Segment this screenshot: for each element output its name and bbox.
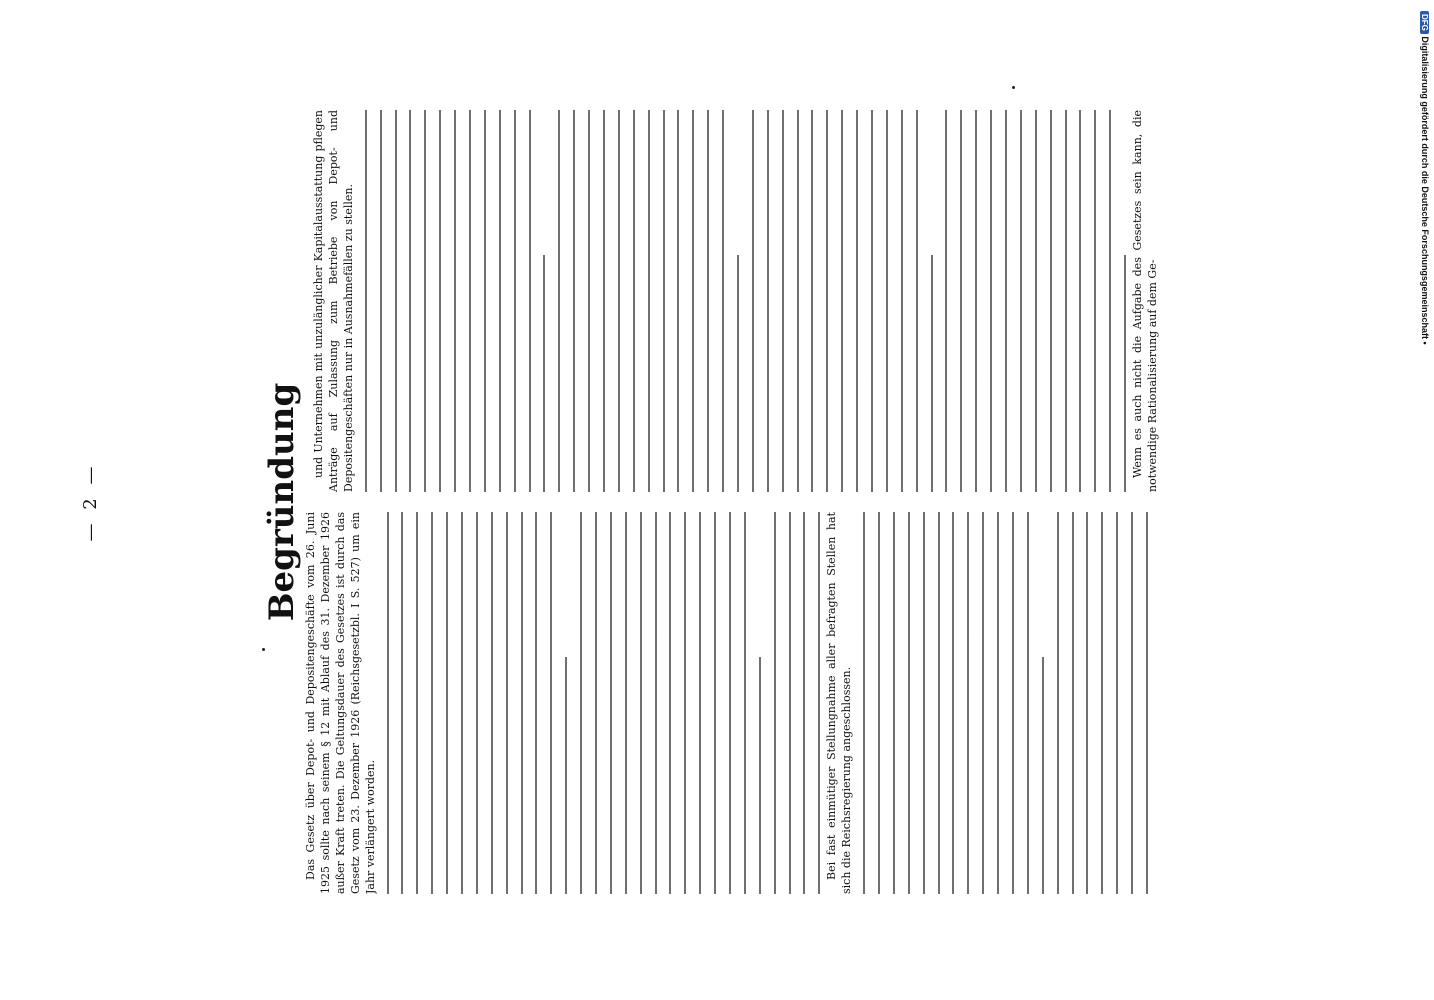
scanned-text-line	[416, 110, 431, 492]
scanned-text-line	[795, 512, 810, 894]
scanned-text-line	[1057, 110, 1072, 492]
left-column-text-lines-2	[855, 512, 1153, 894]
scanned-text-line	[1064, 512, 1079, 894]
scanned-text-line	[438, 512, 453, 894]
scanned-text-line	[937, 110, 952, 492]
right-column-paragraph-last: Wenn es auch nicht die Aufgabe des Gesetzes sein kann, die notwendige Rationalisierung auf dem Ge-	[1131, 110, 1159, 492]
scan-speck	[1012, 86, 1015, 89]
scanned-text-line	[1034, 657, 1049, 894]
scanned-text-line	[833, 110, 848, 492]
scanned-text-line	[535, 255, 550, 492]
left-column-text-lines	[379, 512, 826, 894]
scanned-text-line	[1012, 110, 1027, 492]
scanned-text-line	[1042, 110, 1057, 492]
scanned-text-line	[878, 110, 893, 492]
scanned-text-line	[885, 512, 900, 894]
scanned-text-line	[744, 110, 759, 492]
scanned-text-line	[974, 512, 989, 894]
scanned-text-line	[640, 110, 655, 492]
scanned-text-line	[1138, 512, 1153, 894]
scanned-text-line	[632, 512, 647, 894]
scanned-text-line	[498, 512, 513, 894]
scanned-text-line	[1123, 512, 1138, 894]
scanned-text-line	[513, 512, 528, 894]
document-page	[80, 92, 1250, 912]
scanned-text-line	[453, 512, 468, 894]
scanned-text-line	[550, 110, 565, 492]
left-column-paragraph-1: Das Gesetz über Depot- und Depositengeschäfte vom 26. Juni 1925 sollte nach seinem § 12 mit Ablauf des 31. Dezember 1926 außer Kraft treten. Die Geltungsdauer des Gesetzes ist durch das Gesetz vom 23. Dezember 1926 (Reichsgesetzbl. I S. 527) um ein Jahr verlängert worden.	[304, 512, 377, 894]
left-column	[304, 512, 1244, 894]
scanned-text-line	[721, 512, 736, 894]
scanned-text-line	[661, 512, 676, 894]
page-title: Begründung	[262, 382, 302, 622]
scanned-text-line	[959, 512, 974, 894]
scanned-text-line	[387, 110, 402, 492]
scanned-text-line	[766, 512, 781, 894]
scanned-text-line	[810, 512, 825, 894]
scanned-text-line	[617, 512, 632, 894]
scanned-text-line	[751, 657, 766, 894]
scanned-text-line	[915, 512, 930, 894]
scanned-text-line	[759, 110, 774, 492]
scanned-text-line	[602, 512, 617, 894]
scanned-text-line	[572, 512, 587, 894]
scanned-text-line	[357, 110, 372, 492]
scanned-text-line	[423, 512, 438, 894]
scanned-text-line	[789, 110, 804, 492]
scanned-text-line	[870, 512, 885, 894]
right-column-text-lines	[357, 110, 1131, 492]
scanned-text-line	[401, 110, 416, 492]
scanned-text-line	[982, 110, 997, 492]
scanned-text-line	[461, 110, 476, 492]
scanned-text-line	[706, 512, 721, 894]
scanned-text-line	[1019, 512, 1034, 894]
scanned-text-line	[483, 512, 498, 894]
scanned-text-line	[989, 512, 1004, 894]
scanned-text-line	[393, 512, 408, 894]
scanned-text-line	[1004, 512, 1019, 894]
scanned-text-line	[625, 110, 640, 492]
scanned-text-line	[669, 110, 684, 492]
scanned-text-line	[944, 512, 959, 894]
scanned-text-line	[557, 657, 572, 894]
scanned-text-line	[818, 110, 833, 492]
scanned-text-line	[408, 512, 423, 894]
scanned-text-line	[491, 110, 506, 492]
scanned-text-line	[855, 512, 870, 894]
page-number: — 2 —	[80, 462, 101, 542]
scanned-text-line	[908, 110, 923, 492]
rotated-document	[80, 92, 1250, 912]
scanned-text-line	[468, 512, 483, 894]
scanned-text-line	[1101, 110, 1116, 492]
scanned-text-line	[952, 110, 967, 492]
scanned-text-line	[521, 110, 536, 492]
scanned-text-line	[736, 512, 751, 894]
credit-label: Digitalisierung gefördert durch die Deutsche Forschungsgemeinschaft •	[1420, 36, 1430, 345]
scanned-text-line	[691, 512, 706, 894]
scanned-text-line	[893, 110, 908, 492]
scanned-text-line	[781, 512, 796, 894]
right-column	[312, 110, 1252, 492]
scanned-text-line	[774, 110, 789, 492]
scanned-text-line	[997, 110, 1012, 492]
dfg-credit-text	[1420, 8, 1430, 345]
scanned-text-line	[1027, 110, 1042, 492]
scanned-text-line	[527, 512, 542, 894]
scanned-text-line	[372, 110, 387, 492]
scanned-text-line	[900, 512, 915, 894]
scanned-text-line	[595, 110, 610, 492]
scanned-text-line	[967, 110, 982, 492]
scanned-text-line	[714, 110, 729, 492]
dfg-credit	[1418, 8, 1432, 388]
scanned-text-line	[587, 512, 602, 894]
scanned-text-line	[699, 110, 714, 492]
scanned-text-line	[863, 110, 878, 492]
scanned-text-line	[379, 512, 394, 894]
scanned-text-line	[446, 110, 461, 492]
scanned-text-line	[580, 110, 595, 492]
scanned-text-line	[476, 110, 491, 492]
scanned-text-line	[506, 110, 521, 492]
scanned-text-line	[803, 110, 818, 492]
scanned-text-line	[1049, 512, 1064, 894]
scanned-text-line	[655, 110, 670, 492]
scanned-text-line	[1093, 512, 1108, 894]
left-column-paragraph-2: Bei fast einmütiger Stellungnahme aller befragten Stellen hat sich die Reichsregierung angeschlossen.	[825, 512, 854, 894]
scanned-text-line	[610, 110, 625, 492]
scanned-text-line	[676, 512, 691, 894]
scanned-text-line	[848, 110, 863, 492]
scanned-text-line	[930, 512, 945, 894]
scanned-text-line	[1078, 512, 1093, 894]
scanned-text-line	[1086, 110, 1101, 492]
scanned-text-line	[1116, 255, 1131, 492]
scanned-text-line	[647, 512, 662, 894]
scanned-text-line	[729, 255, 744, 492]
scanned-text-line	[1108, 512, 1123, 894]
scan-speck	[262, 648, 265, 651]
dfg-logo: DFG	[1420, 11, 1429, 34]
scanned-text-line	[923, 255, 938, 492]
scanned-text-line	[565, 110, 580, 492]
right-column-paragraph-1: und Unternehmen mit unzulänglicher Kapitalausstattung pflegen Anträge auf Zulassung zum Betriebe von Depot- und Depositengeschäften nur in Ausnahmefällen zu stellen.	[312, 110, 355, 492]
scanned-text-line	[431, 110, 446, 492]
scanned-text-line	[1071, 110, 1086, 492]
scanned-text-line	[684, 110, 699, 492]
scanned-text-line	[542, 512, 557, 894]
